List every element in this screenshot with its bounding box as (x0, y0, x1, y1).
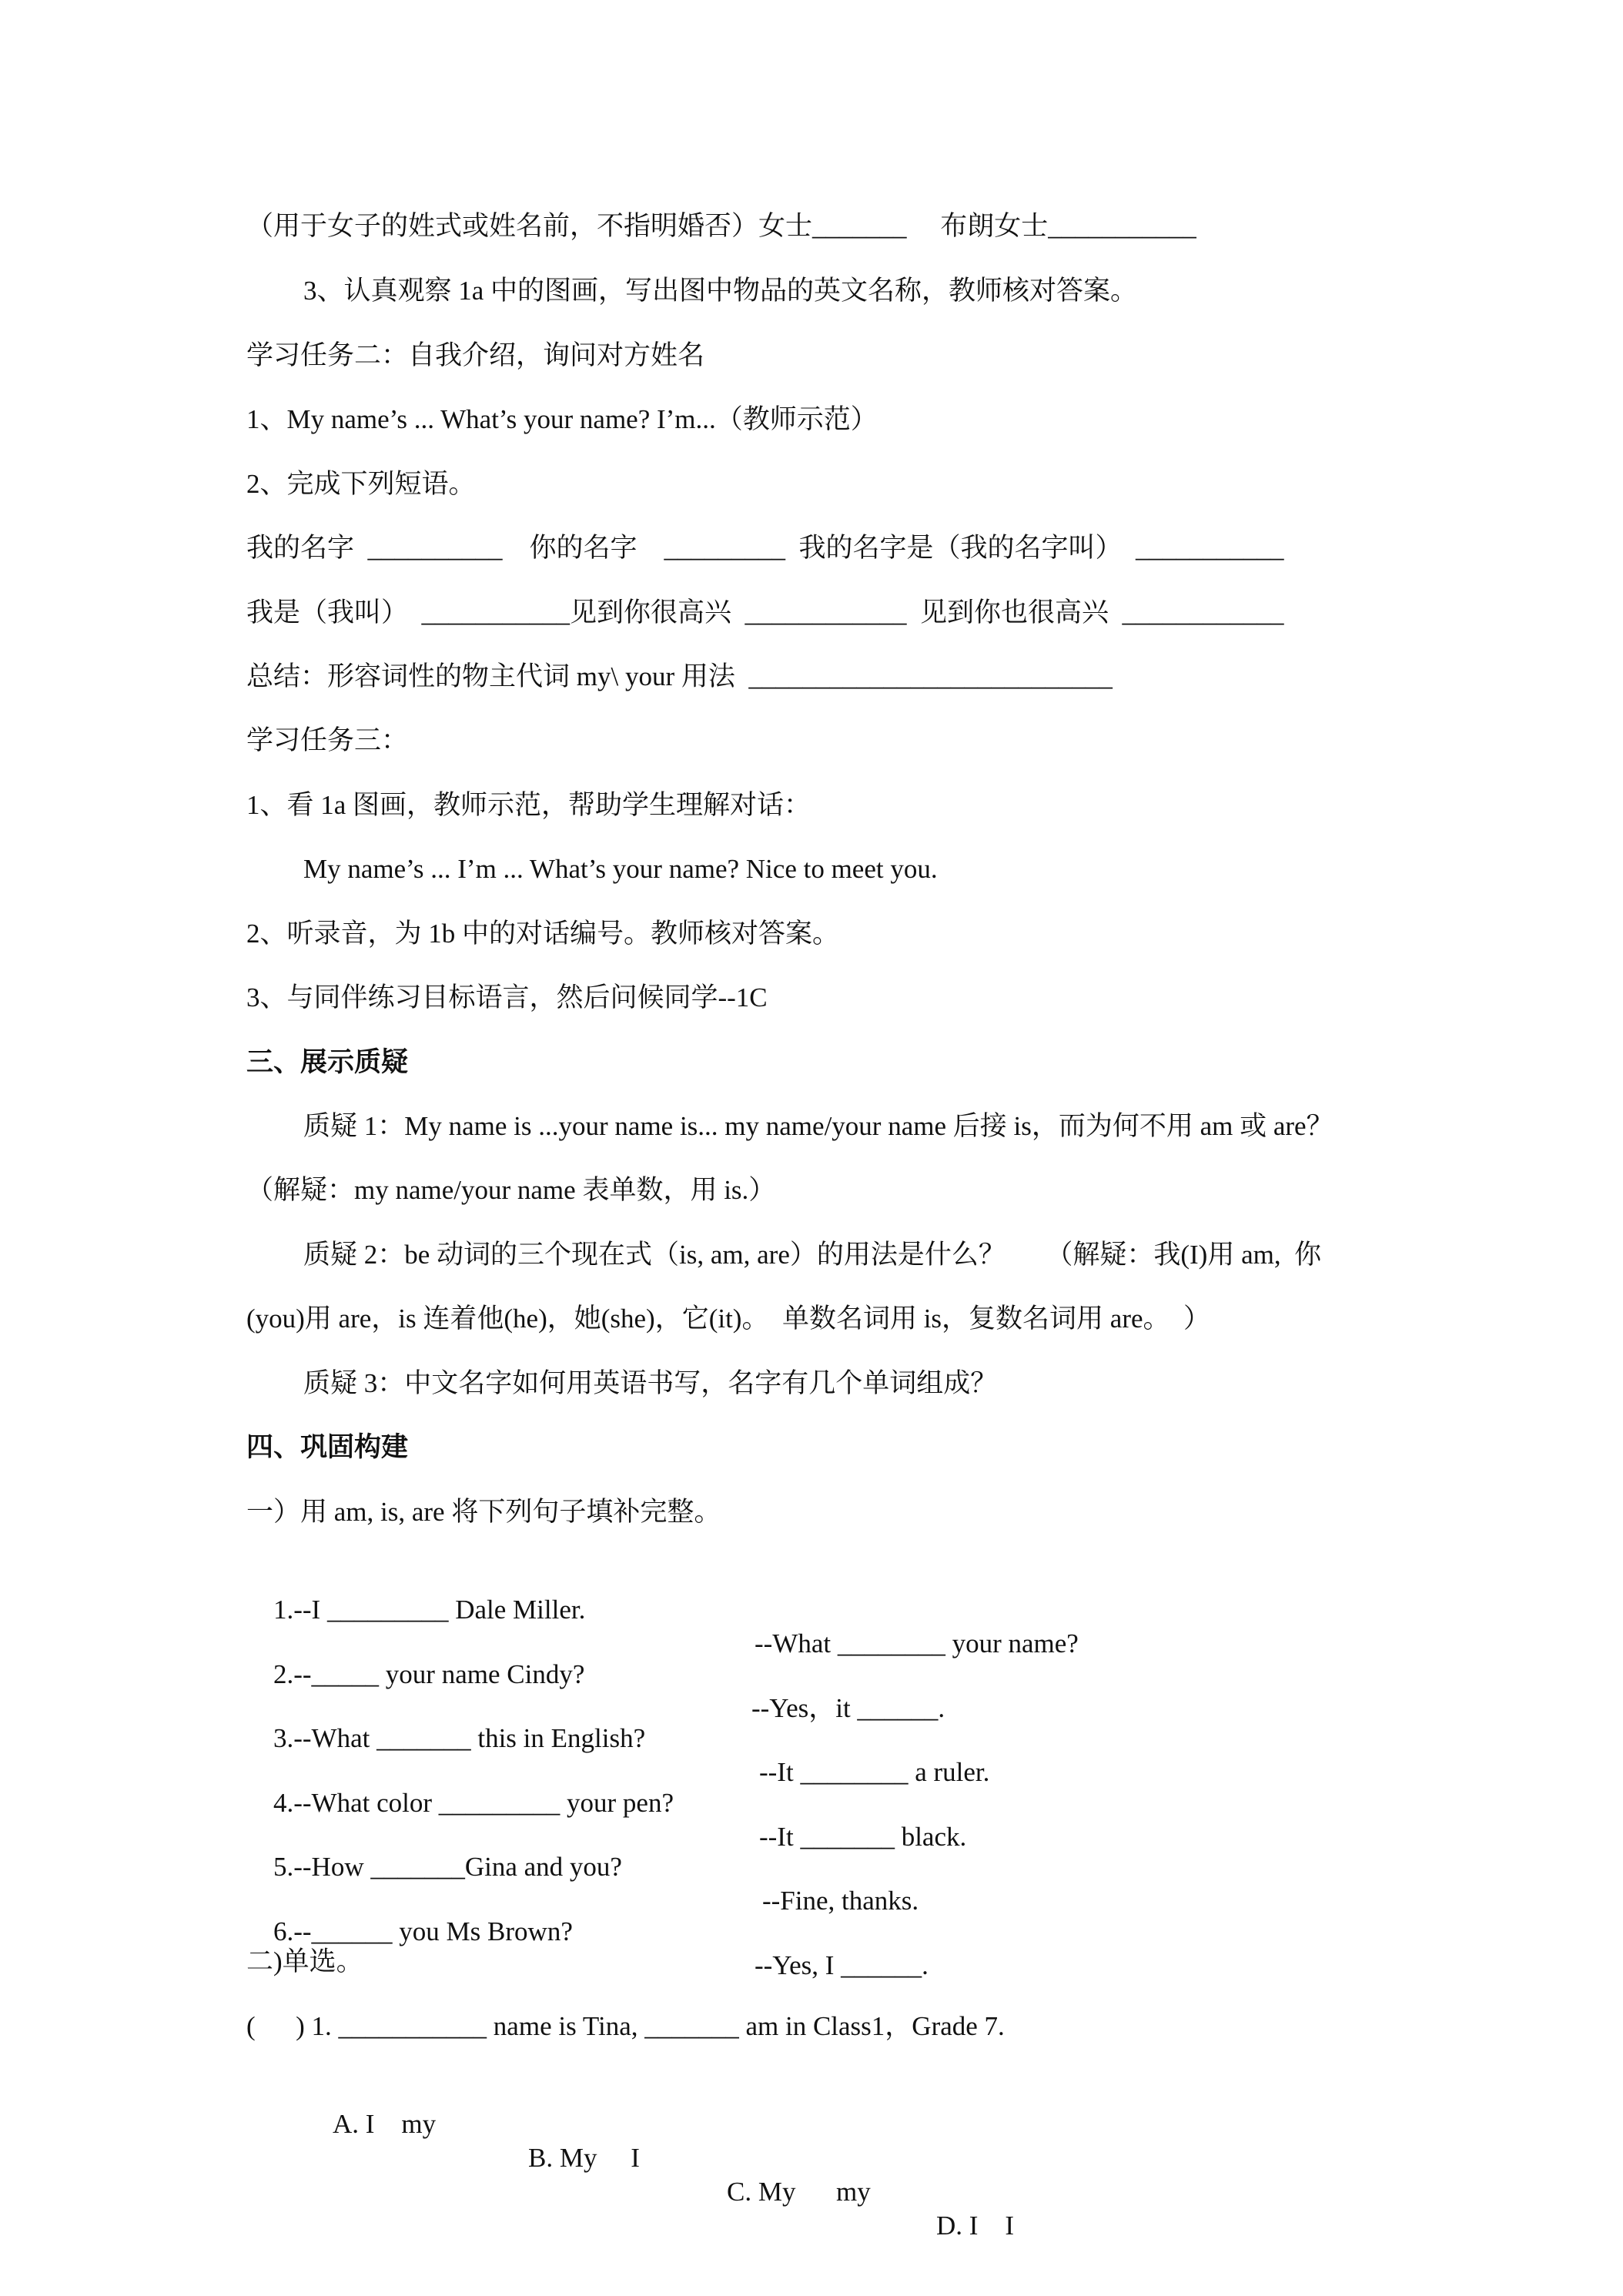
text-line: 3、与同伴练习目标语言，然后问候同学--1C (246, 982, 768, 1012)
option-a: A. I my (333, 2109, 437, 2139)
text-line: （解疑：my name/your name 表单数，用 is.） (246, 1175, 776, 1205)
option-b: B. My I (528, 2143, 640, 2173)
text-line: 一）用 am, is, are 将下列句子填补完整。 (246, 1497, 721, 1527)
section-heading: 四、巩固构建 (246, 1432, 409, 1462)
text-line: My name’s ... I’m ... What’s your name? Nice to meet you. (303, 854, 938, 884)
answer-options (333, 2073, 1026, 2277)
exercise-question: 4.--What color _________ your pen? (273, 1788, 674, 1818)
text-line: 我是（我叫） ___________见到你很高兴 ____________ 见到你也很高兴 ____________ (246, 597, 1284, 628)
text-line: 1、看 1a 图画，教师示范，帮助学生理解对话： (246, 790, 812, 820)
text-line: (you)用 are，is 连着他(he)，她(she)，它(it)。 单数名词用 is，复数名词用 are。 ） (246, 1304, 1211, 1334)
section-heading: 学习任务三： (246, 725, 409, 755)
text-line: 3、认真观察 1a 中的图画，写出图中物品的英文名称，教师核对答案。 (303, 276, 1138, 306)
option-d: D. I I (936, 2211, 1015, 2241)
exercise-question: 1.--I _________ Dale Miller. (273, 1595, 586, 1625)
exercise-answer: --It _______ black. (759, 1822, 967, 1852)
exercise-answer: --Fine, thanks. (762, 1886, 919, 1916)
text-line: 1、My name’s ... What’s your name? I’m...（教师示范） (246, 404, 878, 434)
exercise-answer: --What ________ your name? (755, 1628, 1079, 1658)
multiple-choice-question: ( ) 1. ___________ name is Tina, _______ am in Class1，Grade 7. (246, 2011, 1005, 2041)
text-line: （用于女子的姓式或姓名前，不指明婚否）女士_______ 布朗女士___________ (246, 211, 1196, 241)
section-heading: 二)单选。 (246, 1946, 363, 1976)
exercise-answer: --Yes，it ______. (751, 1693, 945, 1723)
exercise-question: 2.--_____ your name Cindy? (273, 1659, 585, 1689)
text-line: 质疑 3：中文名字如何用英语书写，名字有几个单词组成？ (303, 1368, 998, 1398)
text-line: 2、完成下列短语。 (246, 469, 476, 499)
exercise-answer: --It ________ a ruler. (759, 1757, 990, 1787)
text-line: 质疑 1：My name is ...your name is... my name/your name 后接 is，而为何不用 am 或 are？ (303, 1111, 1334, 1141)
text-line: 总结：形容词性的物主代词 my\ your 用法 ___________________________ (246, 661, 1113, 691)
section-heading: 三、展示质疑 (246, 1047, 409, 1077)
exercise-question: 5.--How _______Gina and you? (273, 1852, 622, 1882)
text-line: 质疑 2：be 动词的三个现在式（is, am, are）的用法是什么？ （解疑：我(I)用 am, 你 (303, 1240, 1322, 1270)
exercise-question: 6.--______ you Ms Brown? (273, 1916, 573, 1946)
exercise-answer: --Yes, I ______. (755, 1950, 929, 1980)
option-c: C. My my (727, 2177, 871, 2207)
text-line: 我的名字 __________ 你的名字 _________ 我的名字是（我的名字叫） ___________ (246, 533, 1284, 563)
exercise-question: 3.--What _______ this in English? (273, 1723, 646, 1753)
section-heading: 学习任务二：自我介绍，询问对方姓名 (246, 340, 705, 370)
text-line: 2、听录音，为 1b 中的对话编号。教师核对答案。 (246, 919, 840, 949)
